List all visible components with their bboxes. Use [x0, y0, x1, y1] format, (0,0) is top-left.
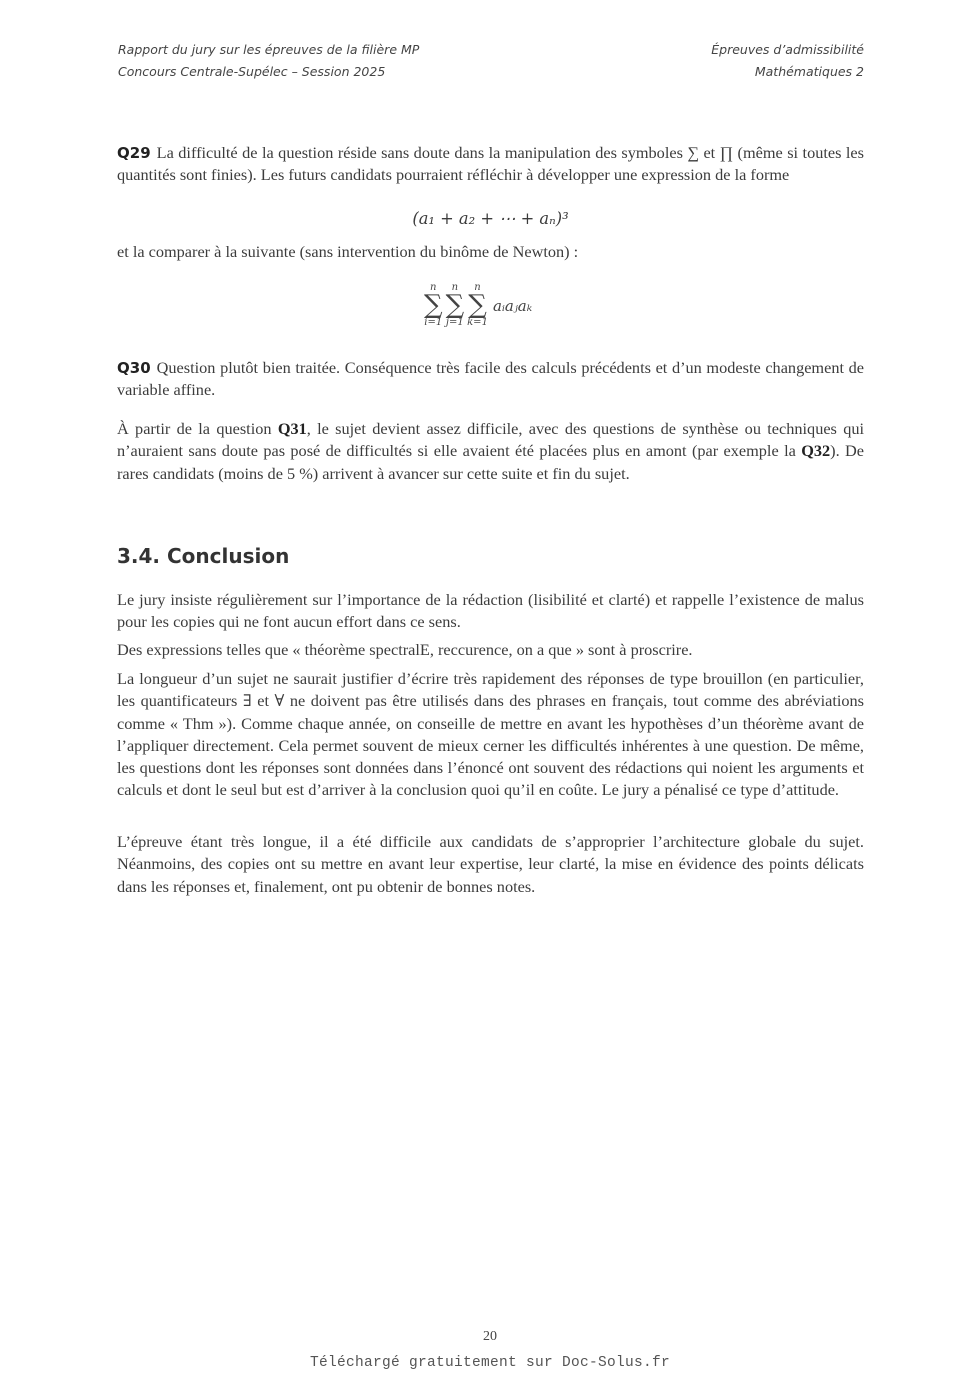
header-contest-session: Concours Centrale-Supélec – Session 2025	[118, 64, 386, 79]
q29-equation-row	[117, 208, 864, 232]
q31-paragraph	[117, 418, 864, 485]
conclusion-text-4: L’épreuve étant très longue, il a été difficile aux candidats de s’approprier l’architecture globale du sujet. Néanmoins, des copies ont su mettre en avant leur expertise, leur clarté, la mise en évidence des points délicats dans les réponses et, finalement, ont pu obtenir de bonnes notes.	[117, 832, 864, 896]
sigma-symbol: ∑	[468, 290, 487, 320]
conclusion-text-1: Le jury insiste régulièrement sur l’importance de la rédaction (lisibilité et clarté) et rappelle l’existence de malus pour les copies qui ne font aucun effort dans ce sens.	[117, 590, 864, 632]
conclusion-text-2: Des expressions telles que « théorème spectralE, reccurence, on a que » sont à proscrire.	[117, 640, 693, 659]
sum-lower-limit: j=1	[445, 317, 464, 328]
q29-text-compare: et la comparer à la suivante (sans intervention du binôme de Newton) :	[117, 242, 579, 261]
question-ref-q31: Q31	[277, 419, 307, 438]
q29-equation-cube: (a₁ + a₂ + ⋯ + aₙ)³	[412, 209, 569, 228]
q29-label: Q29	[117, 144, 151, 162]
section-heading-conclusion: 3.4. Conclusion	[117, 544, 290, 568]
sum-k	[467, 282, 488, 329]
question-ref-q32: Q32	[801, 441, 831, 461]
q29-comment	[117, 142, 864, 187]
triple-sum-equation	[424, 282, 532, 329]
sum-j	[446, 282, 465, 329]
sum-upper-limit: n	[430, 282, 437, 293]
running-header-left	[118, 39, 419, 83]
sum-upper-limit: n	[474, 282, 481, 293]
sum-upper-limit: n	[451, 282, 459, 293]
q30-comment	[117, 357, 864, 402]
running-header-right	[711, 39, 864, 83]
q29-comparison	[117, 241, 864, 263]
header-exam-type: Épreuves d’admissibilité	[711, 42, 864, 57]
conclusion-paragraph-2	[117, 639, 864, 661]
q30-text: Question plutôt bien traitée. Conséquence très facile des calculs précédents et d’un modeste changement de variable affine.	[117, 358, 864, 400]
q31-text-middle: , le sujet devient assez difficile, avec des questions de synthèse ou techniques qui n’auraient sans doute pas posé de difficultés si elle avaient été placées plus en amont (par exemple la	[117, 419, 864, 461]
q29-text-intro: La difficulté de la question réside sans doute dans la manipulation des symboles ∑ et ∏ (même si toutes les quantités sont finies). Les futurs candidats pourraient réfléchir à développer une expression de la forme	[117, 143, 864, 185]
conclusion-text-3: La longueur d’un sujet ne saurait justifier d’écrire très rapidement des réponses de type brouillon (en particulier, les quantificateurs ∃ et ∀ ne doivent pas être utilisés dans des phrases en français, tout comme des abréviations comme « Thm »). Comme chaque année, on conseille de mettre en avant les hypothèses d’un théorème avant de l’appliquer directement. Cela permet souvent de mieux cerner les difficultés inhérentes à une question. De même, les questions dont les réponses sont données dans l’énoncé ont souvent des rédactions qui noient les arguments et calculs et dont le seul but est d’arriver à la conclusion quoi qu’il en coûte. Le jury a pénalisé ce type d’attitude.	[117, 669, 864, 800]
sigma-symbol: ∑	[445, 290, 465, 320]
header-subject: Mathématiques 2	[754, 64, 864, 79]
q31-text-before: À partir de la question	[117, 419, 278, 438]
conclusion-paragraph-3	[117, 668, 864, 802]
conclusion-paragraph-4	[117, 831, 864, 898]
sum-i	[424, 282, 443, 329]
conclusion-paragraph-1	[117, 589, 864, 634]
sum-lower-limit: k=1	[467, 317, 488, 328]
download-footer: Téléchargé gratuitement sur Doc-Solus.fr	[309, 1355, 671, 1371]
sum-lower-limit: i=1	[424, 317, 443, 328]
sigma-symbol: ∑	[424, 290, 443, 320]
header-report-title: Rapport du jury sur les épreuves de la filière MP	[118, 42, 420, 57]
q31-text-after: ). De rares candidats (moins de 5 %) arrivent à avancer sur cette suite et fin du sujet.	[117, 441, 865, 483]
summand: aᵢaⱼaₖ	[492, 296, 533, 315]
q30-label: Q30	[117, 359, 151, 377]
page-number: 20	[483, 1329, 497, 1344]
